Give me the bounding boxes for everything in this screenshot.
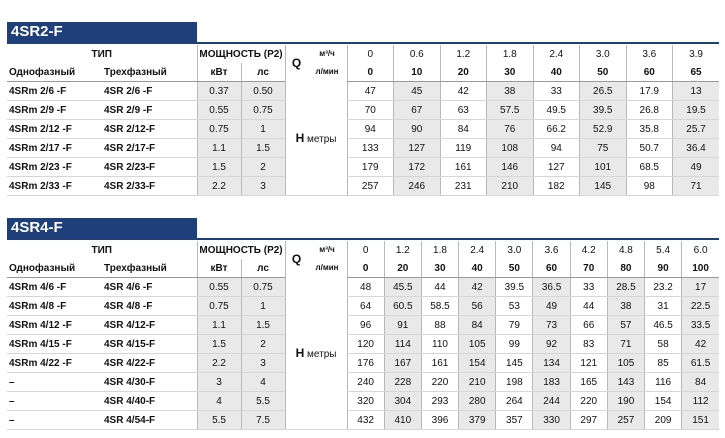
flow-m3h-value: 4.2 [570,241,607,259]
flow-m3h-value: 0.6 [394,45,441,63]
table-row [7,297,719,316]
head-value: 257 [607,411,644,430]
head-value: 151 [682,411,719,430]
model-three-phase: 4SR 4/6 -F [102,278,197,297]
q-symbol: Q [291,252,302,267]
flow-lmin-value: 90 [645,259,682,278]
head-value: 99 [496,335,533,354]
head-value: 121 [570,354,607,373]
head-value: 71 [673,177,720,196]
head-value: 92 [533,335,570,354]
head-value: 244 [533,392,570,411]
flow-m3h-value: 2.4 [533,45,580,63]
model-three-phase: 4SR 4/40-F [102,392,197,411]
head-value: 91 [384,316,421,335]
section-divider [7,238,719,240]
flow-m3h-value: 1.8 [487,45,534,63]
head-value: 133 [347,139,394,158]
section-title-4sr2: 4SR2-F [7,22,197,42]
head-value: 17.9 [626,82,673,101]
head-value: 33 [570,278,607,297]
m3h-unit: м³/ч [319,245,335,255]
head-label [285,82,347,196]
head-value: 42 [682,335,719,354]
model-three-phase: 4SR 4/30-F [102,373,197,392]
model-three-phase: 4SR 2/23-F [102,158,197,177]
flow-lmin-value: 20 [384,259,421,278]
head-value: 134 [533,354,570,373]
flow-m3h-value: 4.8 [607,241,644,259]
head-value: 49 [533,297,570,316]
head-value: 127 [533,158,580,177]
head-value: 231 [440,177,487,196]
head-value: 190 [607,392,644,411]
head-value: 105 [459,335,496,354]
head-value: 161 [421,354,458,373]
flow-header [285,45,347,82]
model-three-phase: 4SR 4/8 -F [102,297,197,316]
flow-lmin-value: 20 [440,63,487,82]
model-single-phase: – [7,392,102,411]
head-value: 79 [496,316,533,335]
head-value: 38 [607,297,644,316]
head-value: 257 [347,177,394,196]
head-value: 172 [394,158,441,177]
flow-m3h-value: 2.4 [459,241,496,259]
model-three-phase: 4SR 4/12-F [102,316,197,335]
flow-lmin-value: 50 [496,259,533,278]
head-value: 105 [607,354,644,373]
head-value: 154 [645,392,682,411]
head-value: 26.5 [580,82,627,101]
head-value: 67 [394,101,441,120]
model-single-phase: 4SRm 4/6 -F [7,278,102,297]
flow-lmin-value: 70 [570,259,607,278]
head-value: 44 [570,297,607,316]
head-value: 26.8 [626,101,673,120]
power-kw: 1.5 [197,335,241,354]
head-value: 22.5 [682,297,719,316]
power-hp: 0.75 [241,278,285,297]
flow-m3h-value: 1.8 [421,241,458,259]
flow-lmin-value: 50 [580,63,627,82]
model-single-phase: – [7,373,102,392]
head-value: 57.5 [487,101,534,120]
head-value: 31 [645,297,682,316]
head-value: 75 [580,139,627,158]
power-kw: 0.55 [197,278,241,297]
meters-unit: метры [307,134,337,146]
flow-m3h-value: 3.9 [673,45,720,63]
head-value: 49 [673,158,720,177]
head-value: 119 [440,139,487,158]
table-row [7,316,719,335]
model-three-phase: 4SR 2/9 -F [102,101,197,120]
model-single-phase: 4SRm 2/9 -F [7,101,102,120]
three-phase-header: Трехфазный [102,259,197,278]
head-value: 45 [394,82,441,101]
table-row [7,373,719,392]
h-symbol: H [295,131,305,146]
power-hp: 2 [241,158,285,177]
head-value: 143 [607,373,644,392]
head-value: 58 [645,335,682,354]
power-kw: 1.1 [197,316,241,335]
m3h-unit: м³/ч [319,49,335,59]
flow-lmin-value: 40 [533,63,580,82]
power-hp: 2 [241,335,285,354]
head-value: 293 [421,392,458,411]
head-value: 71 [607,335,644,354]
flow-m3h-value: 1.2 [384,241,421,259]
flow-m3h-value: 5.4 [645,241,682,259]
head-value: 145 [496,354,533,373]
flow-lmin-value: 0 [347,259,384,278]
head-value: 28.5 [607,278,644,297]
type-header: ТИП [91,48,112,60]
head-value: 47 [347,82,394,101]
head-label [285,278,347,430]
pump-table-4sr2 [7,45,719,196]
head-value: 94 [347,120,394,139]
head-value: 57 [607,316,644,335]
head-value: 127 [394,139,441,158]
head-value: 52.9 [580,120,627,139]
head-value: 23.2 [645,278,682,297]
power-hp: 1 [241,120,285,139]
head-value: 120 [347,335,384,354]
power-hp: 0.50 [241,82,285,101]
head-value: 154 [459,354,496,373]
flow-lmin-value: 65 [673,63,720,82]
head-value: 70 [347,101,394,120]
power-kw: 1.5 [197,158,241,177]
head-value: 304 [384,392,421,411]
model-three-phase: 4SR 4/22-F [102,354,197,373]
head-value: 297 [570,411,607,430]
flow-m3h-value: 3.0 [580,45,627,63]
head-value: 76 [487,120,534,139]
flow-m3h-value: 3.6 [626,45,673,63]
head-value: 48 [347,278,384,297]
head-value: 220 [421,373,458,392]
head-value: 114 [384,335,421,354]
model-single-phase: 4SRm 4/22 -F [7,354,102,373]
flow-lmin-value: 40 [459,259,496,278]
model-three-phase: 4SR 2/12-F [102,120,197,139]
flow-lmin-value: 60 [626,63,673,82]
hp-header: лс [241,63,285,82]
power-hp: 5.5 [241,392,285,411]
power-kw: 5.5 [197,411,241,430]
head-value: 17 [682,278,719,297]
flow-m3h-value: 6.0 [682,241,719,259]
head-value: 396 [421,411,458,430]
model-single-phase: 4SRm 4/12 -F [7,316,102,335]
head-value: 110 [421,335,458,354]
head-value: 432 [347,411,384,430]
single-phase-header: Однофазный [7,259,102,278]
head-value: 198 [496,373,533,392]
head-value: 66 [570,316,607,335]
power-kw: 2.2 [197,177,241,196]
power-hp: 1.5 [241,139,285,158]
power-header: МОЩНОСТЬ (P2) [197,45,285,63]
head-value: 108 [487,139,534,158]
head-value: 49.5 [533,101,580,120]
head-value: 19.5 [673,101,720,120]
flow-m3h-value: 0 [347,241,384,259]
head-value: 73 [533,316,570,335]
table-row [7,392,719,411]
head-value: 60.5 [384,297,421,316]
head-value: 58.5 [421,297,458,316]
power-kw: 0.37 [197,82,241,101]
head-value: 61.5 [682,354,719,373]
three-phase-header: Трехфазный [102,63,197,82]
head-value: 98 [626,177,673,196]
model-three-phase: 4SR 2/6 -F [102,82,197,101]
model-three-phase: 4SR 2/17-F [102,139,197,158]
head-value: 42 [440,82,487,101]
power-kw: 4 [197,392,241,411]
model-single-phase: 4SRm 2/23 -F [7,158,102,177]
head-value: 161 [440,158,487,177]
flow-m3h-value: 3.6 [533,241,570,259]
head-value: 330 [533,411,570,430]
head-value: 44 [421,278,458,297]
lmin-unit: л/мин [315,67,339,77]
head-value: 45.5 [384,278,421,297]
head-value: 85 [645,354,682,373]
head-value: 39.5 [496,278,533,297]
power-kw: 1.1 [197,139,241,158]
head-value: 53 [496,297,533,316]
head-value: 210 [487,177,534,196]
head-value: 63 [440,101,487,120]
head-value: 116 [645,373,682,392]
head-value: 84 [459,316,496,335]
flow-header [285,241,347,278]
table-row [7,120,719,139]
model-three-phase: 4SR 4/54-F [102,411,197,430]
head-value: 240 [347,373,384,392]
head-value: 64 [347,297,384,316]
table-row [7,139,719,158]
table-row [7,335,719,354]
head-value: 220 [570,392,607,411]
head-value: 38 [487,82,534,101]
section-title-4sr4: 4SR4-F [7,218,197,238]
head-value: 280 [459,392,496,411]
kw-header: кВт [197,259,241,278]
head-value: 50.7 [626,139,673,158]
model-single-phase: 4SRm 4/8 -F [7,297,102,316]
power-kw: 3 [197,373,241,392]
head-value: 36.4 [673,139,720,158]
flow-lmin-value: 0 [347,63,394,82]
head-value: 410 [384,411,421,430]
flow-lmin-value: 30 [421,259,458,278]
power-hp: 1.5 [241,316,285,335]
head-value: 165 [570,373,607,392]
flow-m3h-value: 3.0 [496,241,533,259]
head-value: 66.2 [533,120,580,139]
flow-m3h-value: 0 [347,45,394,63]
head-value: 33.5 [682,316,719,335]
head-value: 246 [394,177,441,196]
pump-table-4sr4 [7,241,719,430]
lmin-unit: л/мин [315,263,339,273]
meters-unit: метры [307,349,337,361]
head-value: 94 [533,139,580,158]
flow-m3h-value: 1.2 [440,45,487,63]
head-value: 35.8 [626,120,673,139]
power-hp: 3 [241,354,285,373]
head-value: 33 [533,82,580,101]
head-value: 84 [682,373,719,392]
table-row [7,278,719,297]
head-value: 146 [487,158,534,177]
flow-lmin-value: 10 [394,63,441,82]
head-value: 210 [459,373,496,392]
power-hp: 4 [241,373,285,392]
flow-lmin-value: 30 [487,63,534,82]
table-row [7,101,719,120]
head-value: 83 [570,335,607,354]
head-value: 320 [347,392,384,411]
section-divider [7,42,719,44]
head-value: 101 [580,158,627,177]
power-kw: 0.75 [197,297,241,316]
power-hp: 0.75 [241,101,285,120]
power-hp: 3 [241,177,285,196]
model-three-phase: 4SR 4/15-F [102,335,197,354]
head-value: 379 [459,411,496,430]
power-hp: 1 [241,297,285,316]
flow-lmin-value: 60 [533,259,570,278]
head-value: 182 [533,177,580,196]
head-value: 56 [459,297,496,316]
model-single-phase: 4SRm 2/6 -F [7,82,102,101]
type-header: ТИП [91,244,112,256]
power-kw: 2.2 [197,354,241,373]
table-row [7,82,719,101]
model-three-phase: 4SR 2/33-F [102,177,197,196]
kw-header: кВт [197,63,241,82]
power-hp: 7.5 [241,411,285,430]
head-value: 179 [347,158,394,177]
q-symbol: Q [291,56,302,71]
head-value: 46.5 [645,316,682,335]
power-header: МОЩНОСТЬ (P2) [197,241,285,259]
head-value: 25.7 [673,120,720,139]
single-phase-header: Однофазный [7,63,102,82]
head-value: 264 [496,392,533,411]
table-row [7,158,719,177]
flow-lmin-value: 100 [682,259,719,278]
table-row [7,354,719,373]
head-value: 36.5 [533,278,570,297]
model-single-phase: 4SRm 2/17 -F [7,139,102,158]
head-value: 13 [673,82,720,101]
table-row [7,411,719,430]
flow-lmin-value: 80 [607,259,644,278]
model-single-phase: – [7,411,102,430]
head-value: 68.5 [626,158,673,177]
head-value: 42 [459,278,496,297]
head-value: 167 [384,354,421,373]
model-single-phase: 4SRm 4/15 -F [7,335,102,354]
head-value: 88 [421,316,458,335]
hp-header: лс [241,259,285,278]
head-value: 176 [347,354,384,373]
head-value: 183 [533,373,570,392]
head-value: 145 [580,177,627,196]
head-value: 112 [682,392,719,411]
power-kw: 0.55 [197,101,241,120]
model-single-phase: 4SRm 2/33 -F [7,177,102,196]
head-value: 96 [347,316,384,335]
head-value: 209 [645,411,682,430]
head-value: 90 [394,120,441,139]
head-value: 84 [440,120,487,139]
power-kw: 0.75 [197,120,241,139]
model-single-phase: 4SRm 2/12 -F [7,120,102,139]
head-value: 357 [496,411,533,430]
head-value: 39.5 [580,101,627,120]
table-row [7,177,719,196]
h-symbol: H [295,346,305,361]
head-value: 228 [384,373,421,392]
